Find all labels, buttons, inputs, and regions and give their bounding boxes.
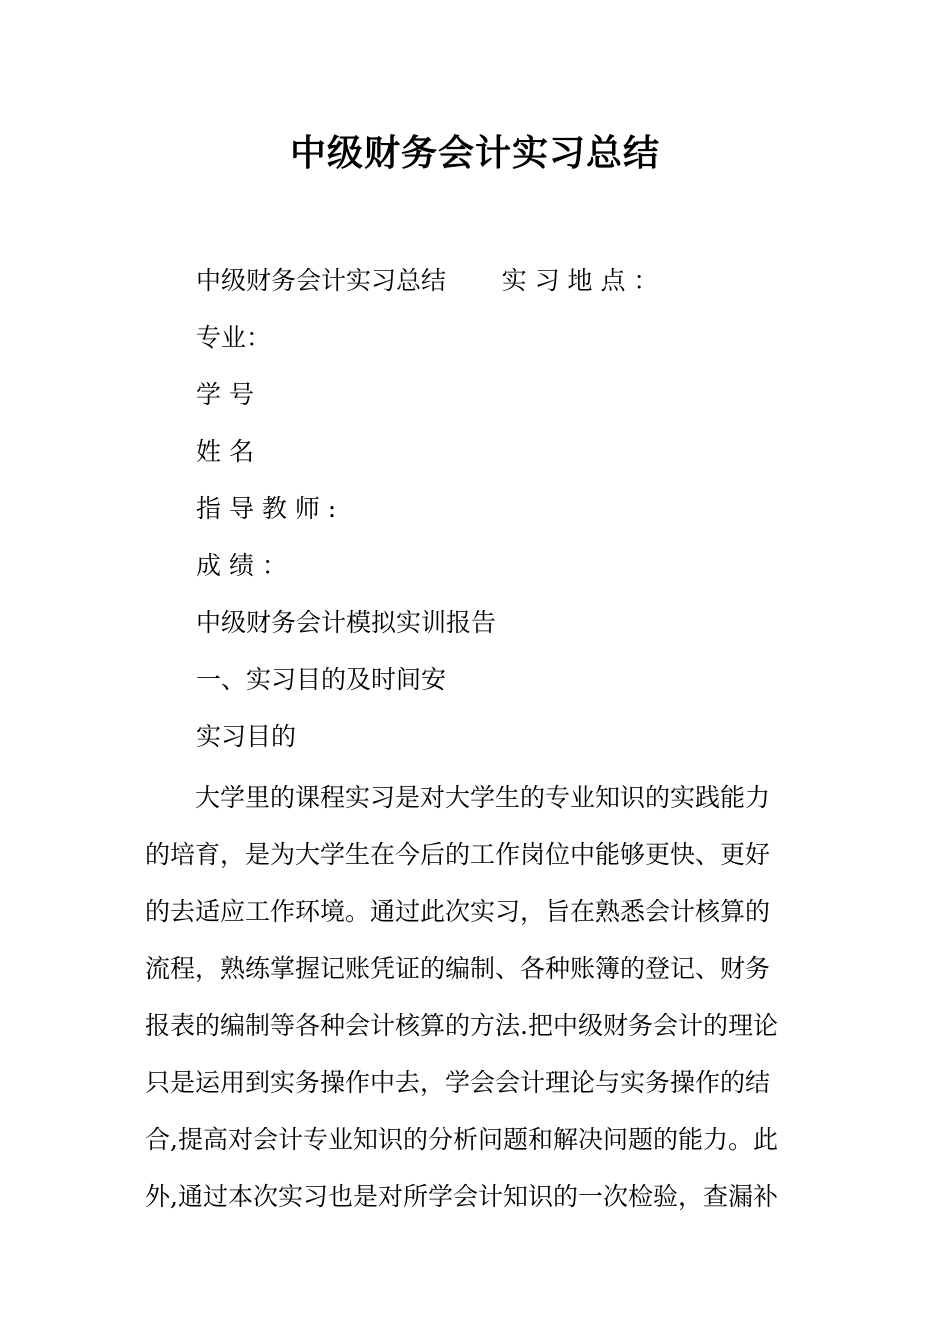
body-line: 的培育，是为大学生在今后的工作岗位中能够更快、更好 (145, 840, 771, 869)
body-line: 外,通过本次实习也是对所学会计知识的一次检验，查漏补 (145, 1182, 778, 1211)
info-line-student-id: 学 号 (196, 380, 254, 409)
info-line-advisor: 指 导 教 师 : (196, 494, 337, 523)
info-line-grade: 成 绩 ： (196, 551, 287, 580)
body-line: 只是运用到实务操作中去，学会会计理论与实务操作的结 (145, 1068, 771, 1097)
subsection-heading: 实习目的 (196, 722, 297, 751)
body-line: 大学里的课程实习是对大学生的专业知识的实践能力 (145, 783, 771, 812)
body-line: 的去适应工作环境。通过此次实习，旨在熟悉会计核算的 (145, 897, 771, 926)
info-line-major: 专业： (196, 323, 272, 352)
info-line-internship-location: 中级财务会计实习总结 实 习 地 点 ： (196, 266, 659, 295)
body-line: 合,提高对会计专业知识的分析问题和解决问题的能力。此 (145, 1125, 778, 1154)
body-line: 报表的编制等各种会计核算的方法.把中级财务会计的理论 (145, 1011, 778, 1040)
info-line-name: 姓 名 (196, 437, 254, 466)
body-line: 流程，熟练掌握记账凭证的编制、各种账簿的登记、财务 (145, 954, 771, 983)
section-heading: 一、实习目的及时间安 (196, 665, 447, 694)
document-title: 中级财务会计实习总结 (289, 132, 660, 174)
report-heading: 中级财务会计模拟实训报告 (196, 608, 497, 637)
